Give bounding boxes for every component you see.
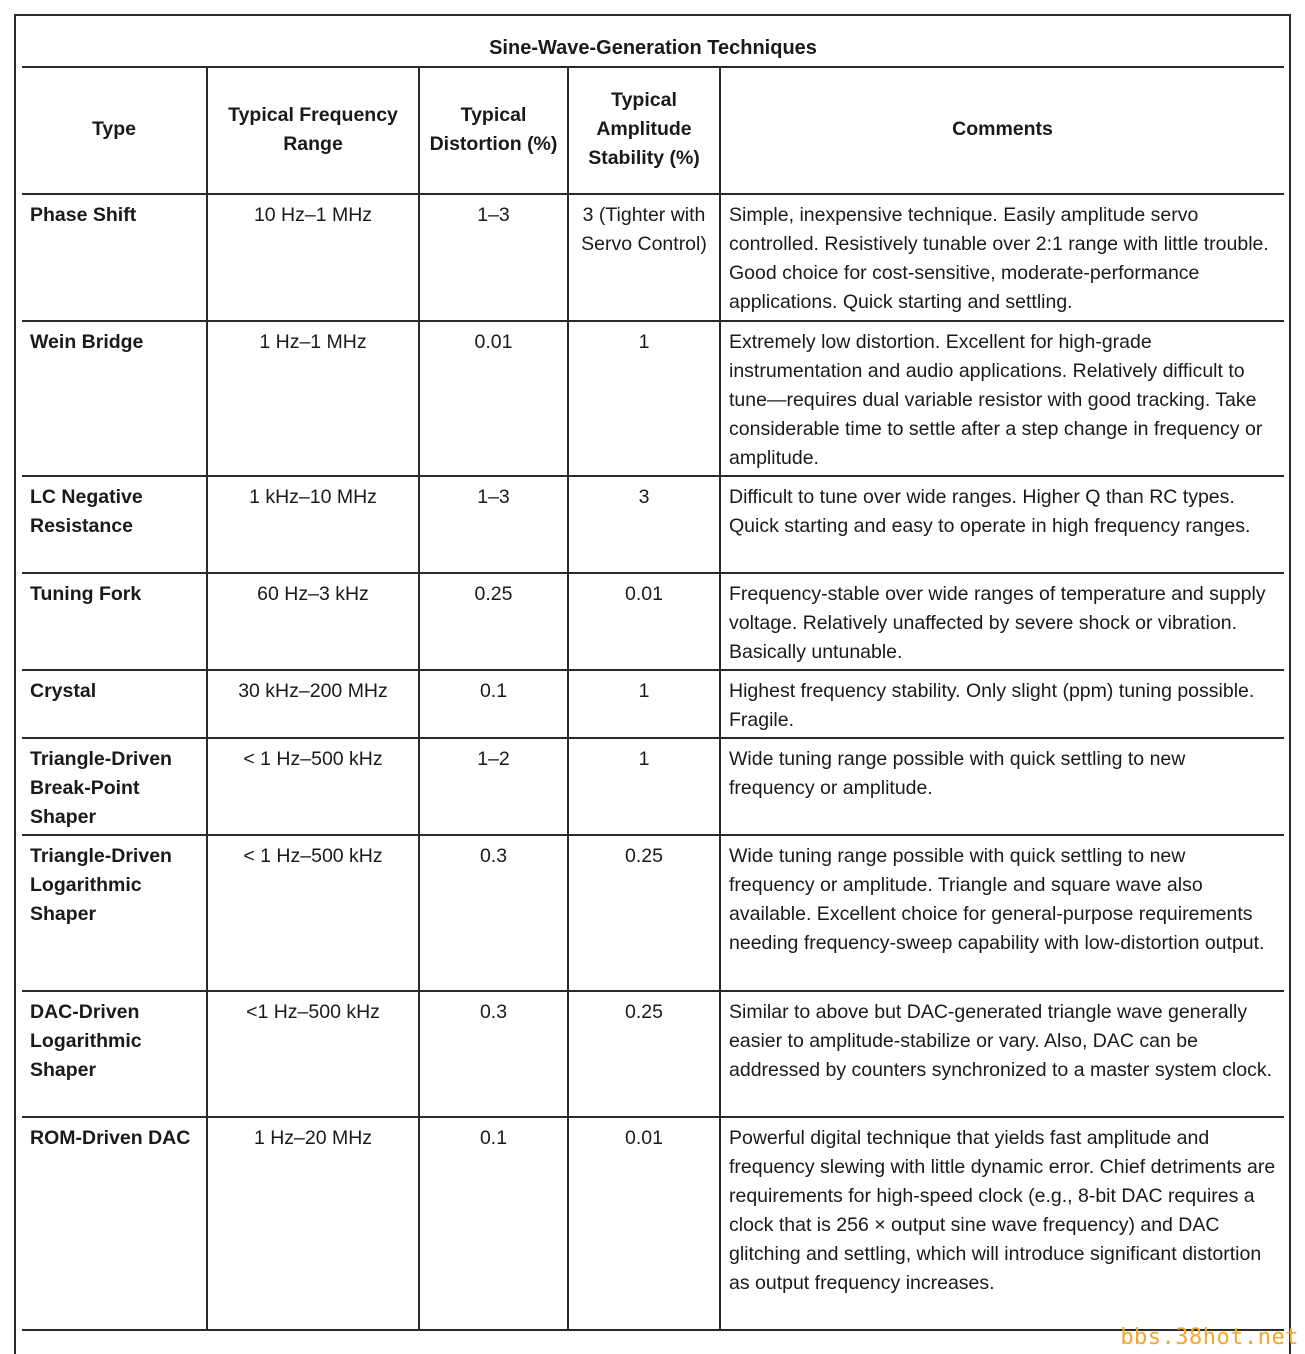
- cell-comments: Wide tuning range possible with quick settling to new frequency or amplitude. Triangle and square wave also available. Excellent choice for general-purpose requirements needing frequency-sweep capability with low-distortion output.: [720, 835, 1284, 991]
- cell-stability: 0.01: [568, 573, 720, 670]
- cell-distortion: 0.25: [419, 573, 568, 670]
- table-row: [22, 1117, 1284, 1330]
- cell-distortion: 0.01: [419, 321, 568, 476]
- cell-comments: Frequency-stable over wide ranges of temperature and supply voltage. Relatively unaffected by severe shock or vibration. Basically untunable.: [720, 573, 1284, 670]
- cell-comments: Extremely low distortion. Excellent for high-grade instrumentation and audio applications. Relatively difficult to tune—requires dual variable resistor with good tracking. Take considerable time to settle after a step change in frequency or amplitude.: [720, 321, 1284, 476]
- table-row: [22, 476, 1284, 573]
- cell-stability: 0.25: [568, 835, 720, 991]
- header-row: [22, 67, 1284, 194]
- cell-stability: 0.01: [568, 1117, 720, 1330]
- cell-type: DAC-Driven Logarithmic Shaper: [22, 991, 207, 1117]
- cell-comments: Simple, inexpensive technique. Easily amplitude servo controlled. Resistively tunable over 2:1 range with little trouble. Good choice for cost-sensitive, moderate-performance applications. Quick starting and settling.: [720, 194, 1284, 321]
- cell-distortion: 0.1: [419, 670, 568, 738]
- header-stability: Typical Amplitude Stability (%): [568, 67, 720, 194]
- cell-frequency: 1 Hz–1 MHz: [207, 321, 419, 476]
- cell-type: Triangle-Driven Break-Point Shaper: [22, 738, 207, 835]
- cell-stability: 0.25: [568, 991, 720, 1117]
- cell-frequency: 30 kHz–200 MHz: [207, 670, 419, 738]
- cell-stability: 1: [568, 670, 720, 738]
- cell-frequency: 1 kHz–10 MHz: [207, 476, 419, 573]
- cell-comments: Difficult to tune over wide ranges. Higher Q than RC types. Quick starting and easy to operate in high frequency ranges.: [720, 476, 1284, 573]
- cell-distortion: 0.1: [419, 1117, 568, 1330]
- table-row: [22, 321, 1284, 476]
- cell-distortion: 1–3: [419, 194, 568, 321]
- cell-comments: Wide tuning range possible with quick settling to new frequency or amplitude.: [720, 738, 1284, 835]
- cell-comments: Powerful digital technique that yields fast amplitude and frequency slewing with little dynamic error. Chief detriments are requirements for high-speed clock (e.g., 8-bit DAC requires a clock that is 256 × output sine wave frequency) and DAC glitching and settling, which will introduce significant distortion as output frequency increases.: [720, 1117, 1284, 1330]
- header-distortion: Typical Distortion (%): [419, 67, 568, 194]
- table-row: [22, 194, 1284, 321]
- cell-type: Crystal: [22, 670, 207, 738]
- cell-frequency: 1 Hz–20 MHz: [207, 1117, 419, 1330]
- cell-frequency: 10 Hz–1 MHz: [207, 194, 419, 321]
- cell-stability: 3 (Tighter with Servo Control): [568, 194, 720, 321]
- cell-type: Tuning Fork: [22, 573, 207, 670]
- cell-comments: Similar to above but DAC-generated triangle wave generally easier to amplitude-stabilize or vary. Also, DAC can be addressed by counters synchronized to a master system clock.: [720, 991, 1284, 1117]
- cell-distortion: 0.3: [419, 835, 568, 991]
- sine-wave-table: [22, 66, 1284, 1331]
- cell-stability: 3: [568, 476, 720, 573]
- table-row: [22, 738, 1284, 835]
- cell-frequency: < 1 Hz–500 kHz: [207, 738, 419, 835]
- watermark: bbs.38hot.net: [1120, 1325, 1299, 1350]
- cell-distortion: 0.3: [419, 991, 568, 1117]
- table-title: Sine-Wave-Generation Techniques: [489, 37, 817, 59]
- table-row: [22, 835, 1284, 991]
- cell-frequency: < 1 Hz–500 kHz: [207, 835, 419, 991]
- table-row: [22, 670, 1284, 738]
- cell-frequency: 60 Hz–3 kHz: [207, 573, 419, 670]
- cell-type: Triangle-Driven Logarithmic Shaper: [22, 835, 207, 991]
- table-row: [22, 573, 1284, 670]
- cell-distortion: 1–3: [419, 476, 568, 573]
- cell-type: Phase Shift: [22, 194, 207, 321]
- header-frequency: Typical Frequency Range: [207, 67, 419, 194]
- cell-stability: 1: [568, 321, 720, 476]
- cell-frequency: <1 Hz–500 kHz: [207, 991, 419, 1117]
- cell-type: LC Negative Resistance: [22, 476, 207, 573]
- cell-type: Wein Bridge: [22, 321, 207, 476]
- cell-comments: Highest frequency stability. Only slight (ppm) tuning possible. Fragile.: [720, 670, 1284, 738]
- table-row: [22, 991, 1284, 1117]
- cell-distortion: 1–2: [419, 738, 568, 835]
- header-comments: Comments: [720, 67, 1284, 194]
- header-type: Type: [22, 67, 207, 194]
- cell-type: ROM-Driven DAC: [22, 1117, 207, 1330]
- cell-stability: 1: [568, 738, 720, 835]
